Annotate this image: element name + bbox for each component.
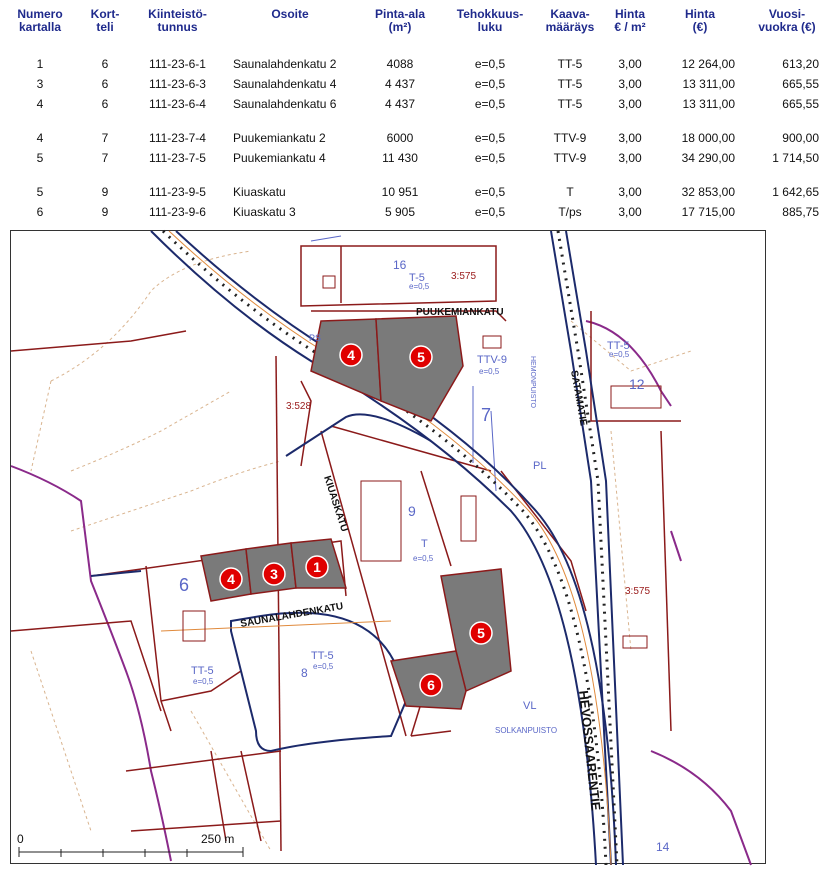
table-cell: e=0,5: [474, 97, 506, 111]
block-number-9: 9: [408, 503, 416, 519]
marker-label: 5: [417, 349, 425, 365]
column-header: [80, 0, 130, 42]
table-cell: 5: [36, 151, 44, 165]
table-cell: Saunalahdenkatu 6: [233, 97, 337, 111]
marker-label: 4: [227, 571, 235, 587]
map-canvas: [11, 231, 767, 865]
table-cell: 17 715,00: [681, 205, 735, 219]
street-puukemiankatu: PUUKEMIANKATU: [416, 307, 504, 318]
marker-1-block-6[interactable]: [306, 556, 328, 578]
table-cell: 5 905: [384, 205, 416, 219]
street-hevossaarentie: HEVOSSAARENTIE: [576, 689, 604, 812]
column-header-line1: Hinta: [615, 7, 645, 21]
column-header: [655, 0, 745, 42]
table-cell: 6: [101, 57, 109, 71]
zoning-pl: PL: [533, 460, 547, 472]
zoning-tt5-east: TT-5: [607, 340, 630, 352]
column-header-line1: Hinta: [685, 7, 715, 21]
table-cell: 3,00: [618, 77, 642, 91]
table-row: [0, 74, 829, 94]
table-cell: 1 642,65: [772, 185, 819, 199]
table-cell: 665,55: [782, 77, 819, 91]
column-header-line1: Kaava-: [550, 7, 590, 21]
table-cell: Puukemiankatu 4: [233, 151, 326, 165]
street-saunalahdenkatu: SAUNALAHDENKATU: [239, 601, 345, 630]
table-cell: 885,75: [782, 205, 819, 219]
marker-label: 5: [477, 625, 485, 641]
street-satamatie: SATAMATIE: [568, 369, 589, 427]
column-header-line1: Kort-: [90, 7, 120, 21]
column-header-line2: määräys: [545, 20, 595, 34]
table-cell: e=0,5: [474, 131, 506, 145]
efficiency-ttv9: e=0,5: [479, 367, 500, 376]
table-cell: T: [566, 185, 574, 199]
column-header-line2: kartalla: [18, 20, 62, 34]
table-cell: TTV-9: [553, 131, 587, 145]
table-cell: 7: [101, 151, 109, 165]
table-cell: 6: [36, 205, 44, 219]
column-header: [0, 0, 80, 42]
table-cell: 9: [101, 205, 109, 219]
block-number-6: 6: [179, 575, 190, 595]
group-spacer: [0, 168, 829, 182]
marker-label: 6: [427, 677, 435, 693]
table-cell: 111-23-6-4: [149, 97, 206, 111]
plot-price-table: [0, 0, 829, 222]
column-header-line1: Tehokkuus-: [456, 7, 524, 21]
table-cell: 7: [101, 131, 109, 145]
block-number-7: 7: [481, 405, 492, 425]
table-cell: 4 437: [384, 77, 416, 91]
table-cell: 111-23-7-4: [149, 131, 206, 145]
table-cell: e=0,5: [474, 205, 506, 219]
table-cell: 4 437: [384, 97, 416, 111]
marker-label: 1: [313, 559, 321, 575]
table-row: [0, 128, 829, 148]
column-header-line1: Vuosi-: [768, 7, 806, 21]
table-cell: 12 264,00: [681, 57, 735, 71]
table-cell: T/ps: [558, 205, 582, 219]
column-header: [605, 0, 655, 42]
column-header-line2: luku: [477, 20, 503, 34]
table-cell: 3,00: [618, 131, 642, 145]
block-number-16: 16: [393, 258, 407, 272]
column-header-line1: Kiinteistö-: [148, 7, 207, 21]
table-row: [0, 182, 829, 202]
column-header-line2: (€): [692, 20, 708, 34]
zoning-tt5-block8: TT-5: [311, 650, 334, 662]
column-header: [225, 0, 355, 42]
efficiency-t: e=0,5: [413, 554, 434, 563]
table-row: [0, 94, 829, 114]
column-header-line1: Osoite: [271, 7, 309, 21]
plots-for-sale: [201, 316, 511, 709]
table-cell: 5: [36, 185, 44, 199]
zoning-ps: PS: [309, 333, 322, 343]
table-cell: TT-5: [557, 97, 583, 111]
efficiency-tt5-east: e=0,5: [609, 350, 630, 359]
table-cell: 665,55: [782, 97, 819, 111]
column-header-line2: (m²): [388, 20, 412, 34]
table-row: [0, 54, 829, 74]
table-cell: 32 853,00: [681, 185, 735, 199]
table-cell: e=0,5: [474, 77, 506, 91]
table-cell: 900,00: [782, 131, 819, 145]
table-cell: 10 951: [381, 185, 419, 199]
plan-id-north: 3:575: [451, 271, 477, 282]
column-header-line2: tunnus: [157, 20, 198, 34]
marker-4-block-6[interactable]: [220, 568, 242, 590]
efficiency-t5: e=0,5: [409, 282, 430, 291]
table-cell: TTV-9: [553, 151, 587, 165]
spacer-cell: [0, 42, 829, 54]
marker-4-block-7[interactable]: [340, 344, 362, 366]
table-cell: 111-23-9-6: [149, 205, 206, 219]
table-cell: 111-23-9-5: [149, 185, 206, 199]
group-spacer: [0, 114, 829, 128]
column-header-line1: Pinta-ala: [374, 7, 425, 21]
column-header: [445, 0, 535, 42]
table-cell: 1: [36, 57, 44, 71]
column-header-line1: Numero: [17, 7, 63, 21]
plot-price-table-container: [0, 0, 819, 222]
scale-bar: [17, 832, 243, 857]
column-header: [130, 0, 225, 42]
table-cell: Kiuaskatu 3: [233, 205, 296, 219]
plan-id-east: 3:575: [625, 586, 651, 597]
table-cell: 1 714,50: [772, 151, 819, 165]
table-cell: 13 311,00: [682, 97, 735, 111]
table-cell: TT-5: [557, 57, 583, 71]
marker-3-block-6[interactable]: [263, 563, 285, 585]
table-cell: 3,00: [618, 185, 642, 199]
table-cell: 9: [101, 185, 109, 199]
scale-end-label: 250 m: [201, 832, 235, 846]
table-cell: 6000: [386, 131, 414, 145]
table-cell: TT-5: [557, 77, 583, 91]
table-cell: 111-23-6-1: [149, 57, 206, 71]
column-header-line2: vuokra (€): [758, 20, 816, 34]
table-cell: 3,00: [618, 205, 642, 219]
column-header: [535, 0, 605, 42]
column-header: [745, 0, 829, 42]
table-cell: 6: [101, 97, 109, 111]
group-spacer: [0, 42, 829, 54]
table-row: [0, 202, 829, 222]
table-cell: 111-23-7-5: [149, 151, 206, 165]
spacer-cell: [0, 168, 829, 182]
table-cell: 3,00: [618, 151, 642, 165]
block-number-12: 12: [629, 376, 645, 392]
table-header-row: [0, 0, 829, 42]
zoning-t: T: [421, 538, 428, 550]
spacer-cell: [0, 114, 829, 128]
table-cell: 111-23-6-3: [149, 77, 206, 91]
column-header: [355, 0, 445, 42]
table-cell: 34 290,00: [681, 151, 735, 165]
table-cell: e=0,5: [474, 185, 506, 199]
table-cell: 3,00: [618, 57, 642, 71]
table-cell: 4: [36, 97, 44, 111]
efficiency-tt5-block6: e=0,5: [193, 677, 214, 686]
table-cell: 3: [36, 77, 44, 91]
table-cell: 13 311,00: [682, 77, 735, 91]
table-body: [0, 42, 829, 222]
block-number-8: 8: [301, 666, 308, 680]
table-cell: 4088: [386, 57, 414, 71]
table-cell: 18 000,00: [681, 131, 735, 145]
zoning-tt5-block6: TT-5: [191, 665, 214, 677]
zoning-ttv9: TTV-9: [477, 354, 507, 366]
marker-6-block-9[interactable]: [420, 674, 442, 696]
table-cell: Puukemiankatu 2: [233, 131, 326, 145]
table-row: [0, 148, 829, 168]
table-cell: e=0,5: [474, 151, 506, 165]
column-header-line2: teli: [96, 20, 114, 34]
marker-label: 3: [270, 566, 278, 582]
table-cell: Saunalahdenkatu 2: [233, 57, 337, 71]
marker-5-block-7[interactable]: [410, 346, 432, 368]
plan-id-west: 3:528: [286, 401, 312, 412]
table-cell: Kiuaskatu: [233, 185, 286, 199]
table-cell: 6: [101, 77, 109, 91]
zoning-vl: VL: [523, 700, 537, 712]
efficiency-tt5-block8: e=0,5: [313, 662, 334, 671]
scale-start-label: 0: [17, 832, 24, 846]
table-cell: 4: [36, 131, 44, 145]
park-hemonpuisto: HEMONPUISTO: [529, 356, 536, 408]
table-cell: Saunalahdenkatu 4: [233, 77, 337, 91]
column-header-line2: € / m²: [614, 20, 646, 34]
table-cell: 11 430: [382, 151, 418, 165]
marker-5-block-9[interactable]: [470, 622, 492, 644]
table-cell: e=0,5: [474, 57, 506, 71]
zoning-map: [10, 230, 766, 864]
marker-label: 4: [347, 347, 355, 363]
table-cell: 3,00: [618, 97, 642, 111]
table-cell: 613,20: [782, 57, 819, 71]
zoning-t5: T-5: [409, 272, 425, 284]
block-number-14: 14: [656, 840, 670, 854]
street-kiuaskatu: KIUASKATU: [321, 474, 350, 534]
park-soukanpuisto: SOLKANPUISTO: [495, 726, 558, 735]
